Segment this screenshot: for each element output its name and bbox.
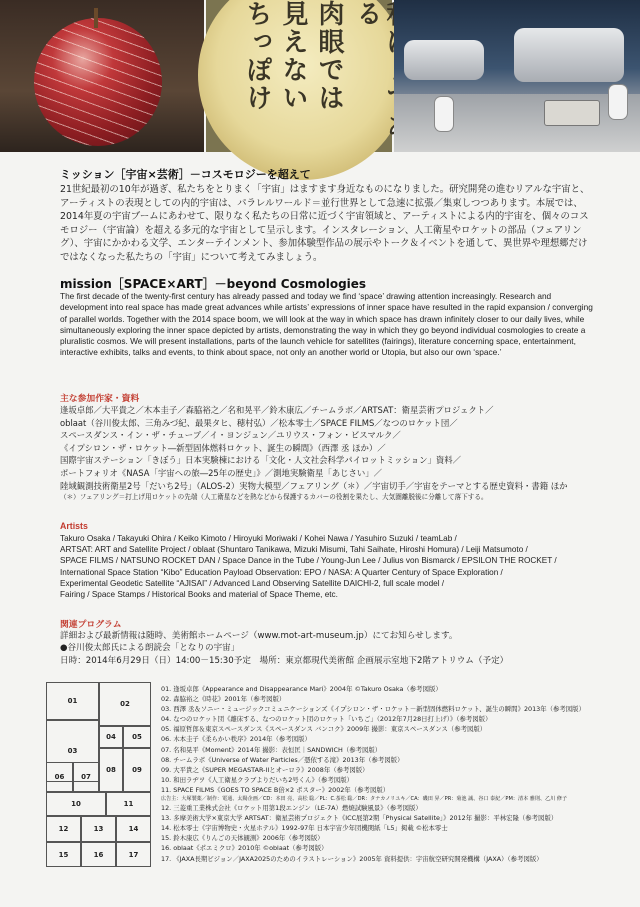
artists-line: Takuro Osaka / Takayuki Ohira / Keiko Kimoto / Hiroyuki Moriwaki / Kohei Nawa / Yasuhiro Suzuki / teamLab / <box>60 534 457 543</box>
credit-item: 14. 松本零士《宇宙博物史・火星ホテル》1992-97年 日本宇宙少年団機関紙「L5」掲載 ©松本零士 <box>161 824 448 833</box>
participants-line: 《イプシロン・ザ・ロケット―新型固体燃料ロケット、誕生の瞬間》（西澤 丞 ほか）／ <box>60 442 386 453</box>
lunar-rover <box>544 100 600 126</box>
photo-apple-artwork <box>0 0 204 152</box>
credit-item: 17. 《JAXA長期ビジョン／JAXA2025のためのイラストレーション》2005年 資料提供：宇宙航空研究開発機構（JAXA）（参考図版） <box>161 854 543 863</box>
grid-cell: 06 <box>46 762 73 792</box>
poem-column-4: ちっぽけ <box>242 0 272 112</box>
credit-item: 12. 三菱重工業株式会社《ロケット用第1段エンジン（LE-7A）燃焼試験風景》（参考図版） <box>161 804 422 813</box>
credit-item: 06. 木本圭子《柔らかい秩序》2014年（参考図版） <box>161 735 311 744</box>
mission-body-en: The first decade of the twenty-first century has already passed and today we find ‘space’ drawing attention increasingly. Research and development into real space has made great advances while artists’ expressions of inner space have resulted in the rapid expansion / converging of parallel worlds. Together with the 2014 space boom, we will look at the way in which space has drawn infinitely closer to our daily lives, while simultaneously exploring the inner space depicted by artists, demonstrating the way in which they go beyond individual cosmologies to create a pluralistic cosmos. We will present installations, parts of the launch vehicle for satellites (fairings), literature concerning space, entertainment, interactive exhibits, talks and events, to think about space, not only an another world or Utopia, but also our own ‘space.’ <box>60 291 593 358</box>
grid-cell: 09 <box>123 748 151 792</box>
grid-cell: 13 <box>81 816 116 842</box>
credit-item: 02. 森脇裕之《時花》2001年（参考図版） <box>161 695 286 704</box>
mission-body-ja: 21世紀最初の10年が過ぎ、私たちをとりまく「宇宙」はますます身近なものになりました。研究開発の進むリアルな宇宙と、アーティストの表現としての内的宇宙は、パラレルワールド＝並行世界として急速に拡張／集束しつつあります。本展では、2014年夏の宇宙ブームにあわせて、限りなく私たちの日常に近づく宇宙領域と、アーティストによる内的宇宙を、個々のコスモロジー（宇宙論）を超える多元的な宇宙として呈示します。インスタレーション、人工衛星やロケットの部品（フェアリング）、宇宙にかかわる文学、エンターテインメント、参加体験型作品の展示やトーク＆イベントを通して、異世界や理想郷だけではなくなった私たちの「宇宙」について考えてみましょう。 <box>60 184 590 263</box>
artists-line: International Space Station “Kibo” Education Payload Observation: EPO / NASA: A Quarter Century of Space Exploration / <box>60 567 503 577</box>
grid-cell: 12 <box>46 816 81 842</box>
participants-list-ja <box>60 404 605 502</box>
credit-item: 07. 名和晃平《Moment》2014年 撮影：表恒匡｜SANDWICH（参考図版） <box>161 745 382 754</box>
credit-item: 09. 大平貴之《SUPER MEGASTAR-IIとオーロラ》2008年（参考図版） <box>161 765 369 774</box>
credit-item: 11. SPACE FILMS《GOES TO SPACE B倍×2 ポスター》2002年（参考図版） <box>161 785 390 794</box>
credit-item: 08. チームラボ《Universe of Water Particles／憑依する滝》2013年（参考図版） <box>161 755 404 764</box>
participants-line: ポートフォリオ《NASA「宇宙への旅―25年の歴史」》／測地実験衛星「あじさい」／ <box>60 467 383 478</box>
grid-cell: 15 <box>46 842 81 867</box>
participants-line: 陸域観測技術衛星2号「だいち2号」（ALOS-2）実物大模型／フェアリング（＊）／宇宙切手／宇宙をテーマとする歴史資料・書籍 ほか <box>60 480 568 491</box>
grid-cell: 14 <box>116 816 151 842</box>
grid-cell: 08 <box>99 748 123 792</box>
credit-item: 10. 和田ラヂヲ《人工衛星クラブよりだいち2号くん》（参考図版） <box>161 775 353 784</box>
base-module <box>404 40 484 80</box>
credit-item: 16. oblaat《ポエミクロ》2010年 ©oblaat（参考図版） <box>161 844 328 853</box>
artists-list-en <box>60 533 605 600</box>
artists-line: SPACE FILMS / NATSUNO ROCKET DAN / Space Dance in the Tube / Young-Jun Lee / Julius von Bismarck / EPSILON THE ROCKET / <box>60 556 557 566</box>
credit-item: 13. 多摩美術大学×東京大学 ARTSAT：衛星芸術プロジェクト《ICC展第2期「Physical Satellite」》2012年 撮影：平林宏隆（参考図版） <box>161 814 558 823</box>
program-info-line: 詳細および最新情報は随時、美術館ホームページ（www.mot-art-museum.jp）にてお知らせします。 <box>60 631 458 641</box>
image-index-grid <box>46 682 151 867</box>
photo-poem-disc <box>206 0 392 152</box>
program-event-datetime: 日時：2014年6月29日（日）14:00－15:30予定 場所：東京都現代美術館 企画展示室地下2階アトリウム（予定） <box>60 655 509 666</box>
artists-line: Experimental Geodetic Satellite “AJISAI” / Advanced Land Observing Satellite DAICHI-2, full scale model / <box>60 578 445 588</box>
artists-line: Fairing / Space Stamps / Historical Books and material of Space Theme, etc. <box>60 590 338 600</box>
grid-cell: 05 <box>123 726 151 748</box>
astronaut-figure <box>434 96 454 132</box>
grid-cell: 16 <box>81 842 116 867</box>
artists-line: ARTSAT: ART and Satellite Project / oblaat (Shuntaro Tanikawa, Mizuki Misumi, Tahi Saihate, Hiroshi Homura) / Leiji Matsumoto / <box>60 545 528 555</box>
astronaut-figure <box>608 84 628 120</box>
participants-line: 逢坂卓郎／大平貴之／木本圭子／森脇裕之／名和晃平／鈴木康広／チームラボ／ARTSAT：衛星芸術プロジェクト／ <box>60 405 494 415</box>
program-heading: 関連プログラム <box>60 620 122 630</box>
credit-subnote: 広告主：大塚製薬／制作：電通、太陽企画／CD：本田 亮、高松 聡／PL：C.茶松 聡／DR：タナカノリユキ／CA：磯田 昇／PR：菊池 誠、谷口 泰紀／PM：清本 雅則、乙川 修子 <box>161 796 568 803</box>
grid-cell: 04 <box>99 726 123 748</box>
grid-cell: 07 <box>73 762 99 792</box>
grid-cell: 03 <box>46 720 99 782</box>
poem-column-3: 見えない <box>278 0 308 112</box>
credit-item: 04. なつのロケット団《離床する、なつのロケット団のロケット「いちご」（2012年7月28日打上げ）》（参考図版） <box>161 715 492 724</box>
credit-item: 03. 西澤 丞＆ソニー・ミュージックコミュニケーションズ《イプシロン・ザ・ロケット－新型固体燃料ロケット、誕生の瞬間》2013年（参考図版） <box>161 705 585 714</box>
participants-line: oblaat（谷川俊太郎、三角みづ紀、最果タヒ、穂村弘）／松本零士／SPACE FILMS／なつのロケット団／ <box>60 417 458 428</box>
participants-heading-ja: 主な参加作家・資料 <box>60 394 140 404</box>
credit-item: 15. 鈴木康広《りんごの天体観測》2006年（参考図版） <box>161 834 324 843</box>
photo-strip <box>0 0 640 152</box>
grid-cell: 10 <box>46 792 106 816</box>
image-credits-list <box>161 684 631 864</box>
grid-cell: 01 <box>46 682 99 720</box>
poem-column-2: 肉眼では <box>314 0 344 112</box>
grid-cell: 02 <box>99 682 151 726</box>
lunar-ground <box>394 94 640 152</box>
credit-item: 01. 逢坂卓郎《Appearance and Disappearance Mari》2004年 ©Takuro Osaka（参考図版） <box>161 685 442 693</box>
poem-column-1: る <box>352 0 382 28</box>
fairing-note: （＊）フェアリング＝打上げ用ロケットの先端（人工衛星などを熱などから保護するカバーの役割を果たし、大気圏離脱後に分離して落下する。 <box>60 493 488 502</box>
participants-line: スペースダンス・イン・ザ・チューブ／イ・ヨンジュン／ユリウス・フォン・ビスマルク／ <box>60 430 401 441</box>
photo-lunar-base <box>394 0 640 152</box>
striped-apple-image <box>34 18 162 146</box>
grid-cell: 11 <box>106 792 151 816</box>
mission-title-ja: ミッション［宇宙×芸術］－コスモロジーを超えて <box>60 168 311 181</box>
participants-line: 国際宇宙ステーション「きぼう」日本実験棟における「文化・人文社会科学パイロットミッション」資料／ <box>60 455 461 466</box>
artists-heading-en: Artists <box>60 521 88 531</box>
credit-item: 05. 福原哲郎＆東京スペースダンス《スペースダンス バンコク》2009年 撮影：東京スペースダンス（参考図版） <box>161 725 487 734</box>
mission-title-en: mission［SPACE×ART］－beyond Cosmologies <box>60 277 367 291</box>
program-details <box>60 630 605 667</box>
program-event-title: ●谷川俊太郎氏による朗読会「となりの宇宙」 <box>60 643 240 654</box>
grid-cell: 17 <box>116 842 151 867</box>
base-module <box>514 28 624 82</box>
